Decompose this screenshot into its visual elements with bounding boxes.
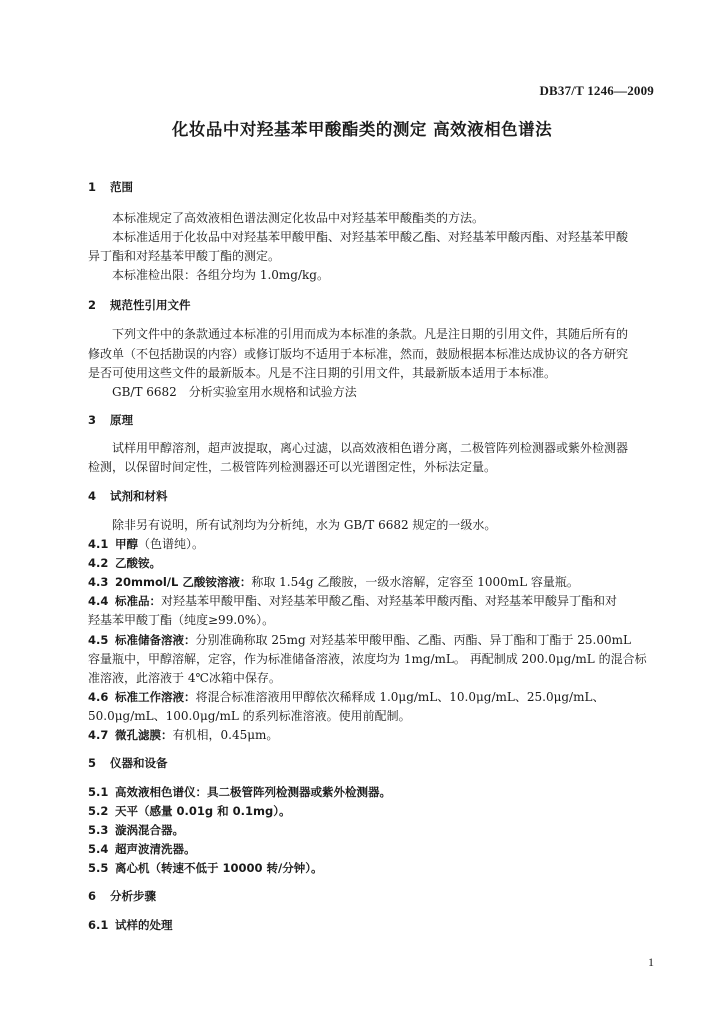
clause-number: 4.7 (88, 728, 109, 742)
paragraph: 下列文件中的条款通过本标准的引用而成为本标准的条款。凡是注日期的引用文件，其随后所有的 (112, 327, 629, 341)
section-1-heading (88, 177, 658, 197)
clause-4-2 (88, 553, 658, 573)
clause-number: 4.1 (88, 537, 109, 551)
paragraph-continuation: 修改单（不包括勘误的内容）或修订版均不适用于本标准，然而，鼓励根据本标准达成协议的各方研究 (88, 347, 629, 361)
clause-number: 4.6 (88, 690, 109, 704)
section-title: 规范性引用文件 (110, 298, 191, 312)
clause-6-1 (88, 915, 658, 935)
clause-number: 6.1 (88, 918, 109, 932)
clause-4-5 (88, 630, 658, 650)
document-title: 化妆品中对羟基苯甲酸酯类的测定 高效液相色谱法 (171, 120, 553, 139)
section-number: 4 (88, 489, 97, 503)
clause-title: 标准储备溶液： (115, 633, 196, 647)
clause-text: 离心机（转速不低于 10000 转/分钟）。 (115, 861, 323, 875)
page-number: 1 (648, 955, 654, 969)
section-title: 原理 (110, 413, 133, 427)
clause-title: 乙酸铵。 (115, 556, 161, 570)
clause-title: 20mmol/L 乙酸铵溶液： (115, 575, 252, 589)
normative-reference: GB/T 6682 分析实验室用水规格和试验方法 (112, 385, 357, 399)
clause-title: 微孔滤膜： (115, 728, 173, 742)
clause-number: 5.1 (88, 785, 109, 799)
section-number: 3 (88, 413, 97, 427)
clause-text: 天平（感量 0.01g 和 0.1mg）。 (115, 804, 291, 818)
section-2-heading (88, 295, 658, 315)
clause-5-3 (88, 820, 658, 840)
standard-code: DB37/T 1246—2009 (539, 83, 654, 98)
clause-text: 称取 1.54g 乙酸胺，一级水溶解，定容至 1000mL 容量瓶。 (251, 575, 579, 589)
clause-text: 超声波清洗器。 (115, 842, 196, 856)
clause-continuation: 羟基苯甲酸丁酯（纯度≥99.0%）。 (88, 613, 275, 627)
section-number: 2 (88, 298, 97, 312)
section-title: 范围 (110, 180, 133, 194)
paragraph-continuation: 异丁酯和对羟基苯甲酸丁酯的测定。 (88, 249, 281, 263)
paragraph: 除非另有说明，所有试剂均为分析纯，水为 GB/T 6682 规定的一级水。 (112, 518, 497, 532)
section-3-heading (88, 410, 658, 430)
clause-number: 5.3 (88, 823, 109, 837)
clause-text: 分别准确称取 25mg 对羟基苯甲酸甲酯、乙酯、丙酯、异丁酯和丁酯于 25.00mL (195, 633, 631, 647)
section-6-heading (88, 886, 658, 906)
clause-5-5 (88, 858, 658, 878)
clause-4-6 (88, 687, 658, 707)
section-title: 仪器和设备 (110, 756, 168, 770)
section-number: 5 (88, 756, 97, 770)
paragraph-continuation: 检测，以保留时间定性，二极管阵列检测器还可以光谱图定性，外标法定量。 (88, 460, 497, 474)
clause-text: 试样的处理 (115, 918, 173, 932)
clause-text: （色谱纯）。 (138, 537, 205, 551)
clause-title: 标准品： (115, 594, 161, 608)
clause-text: 将混合标准溶液用甲醇依次稀释成 1.0μg/mL、10.0μg/mL、25.0μg/mL、 (195, 690, 605, 704)
section-4-heading (88, 486, 658, 506)
clause-4-7 (88, 725, 658, 745)
clause-continuation: 准溶液，此溶液于 4℃冰箱中保存。 (88, 671, 281, 685)
clause-number: 4.3 (88, 575, 109, 589)
paragraph: 本标准规定了高效液相色谱法测定化妆品中对羟基苯甲酸酯类的方法。 (112, 211, 485, 225)
clause-title: 标准工作溶液： (115, 690, 196, 704)
clause-5-1 (88, 782, 658, 802)
clause-text: 漩涡混合器。 (115, 823, 184, 837)
section-5-heading (88, 753, 658, 773)
clause-continuation: 容量瓶中，甲醇溶解，定容，作为标准储备溶液，浓度均为 1mg/mL。 再配制成 200.0μg/mL 的混合标 (88, 652, 647, 666)
clause-4-4 (88, 591, 658, 611)
clause-continuation: 50.0μg/mL、100.0μg/mL 的系列标准溶液。使用前配制。 (88, 709, 411, 723)
clause-number: 4.5 (88, 633, 109, 647)
clause-5-4 (88, 839, 658, 859)
clause-text: 有机相，0.45μm。 (172, 728, 279, 742)
paragraph: 本标准检出限：各组分均为 1.0mg/kg。 (112, 268, 329, 282)
clause-number: 4.2 (88, 556, 109, 570)
clause-number: 5.4 (88, 842, 109, 856)
section-number: 6 (88, 889, 97, 903)
section-title: 分析步骤 (110, 889, 156, 903)
clause-number: 5.2 (88, 804, 109, 818)
paragraph: 试样用甲醇溶剂，超声波提取，离心过滤，以高效液相色谱分离，二极管阵列检测器或紫外检测器 (112, 441, 629, 455)
clause-title: 甲醇 (115, 537, 138, 551)
paragraph-continuation: 是否可使用这些文件的最新版本。凡是不注日期的引用文件，其最新版本适用于本标准。 (88, 366, 557, 380)
clause-5-2 (88, 801, 658, 821)
clause-text: 高效液相色谱仪：具二极管阵列检测器或紫外检测器。 (115, 785, 391, 799)
clause-number: 5.5 (88, 861, 109, 875)
section-title: 试剂和材料 (110, 489, 168, 503)
clause-4-3 (88, 572, 658, 592)
paragraph: 本标准适用于化妆品中对羟基苯甲酸甲酯、对羟基苯甲酸乙酯、对羟基苯甲酸丙酯、对羟基苯甲酸 (112, 230, 629, 244)
clause-number: 4.4 (88, 594, 109, 608)
clause-4-1 (88, 534, 658, 554)
section-number: 1 (88, 180, 97, 194)
clause-text: 对羟基苯甲酸甲酯、对羟基苯甲酸乙酯、对羟基苯甲酸丙酯、对羟基苯甲酸异丁酯和对 (161, 594, 618, 608)
